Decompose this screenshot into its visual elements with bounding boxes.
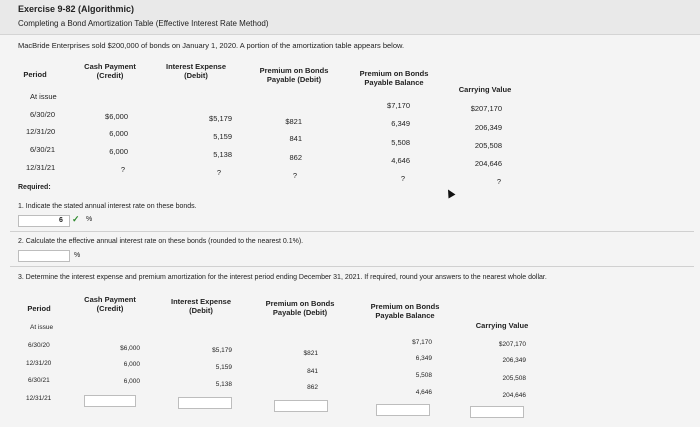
t1-premium-2: 841 xyxy=(289,134,302,143)
t2-carrying-2: 205,508 xyxy=(502,375,526,382)
required-label: Required: xyxy=(18,184,51,191)
t2-premium-3: 862 xyxy=(307,384,318,391)
exercise-subtitle: Completing a Bond Amortization Table (Effective Interest Rate Method) xyxy=(18,19,269,28)
question-1: 1. Indicate the stated annual interest rate on these bonds. xyxy=(18,203,197,210)
cash-payment-input[interactable] xyxy=(84,395,136,407)
t1-premium-4: ? xyxy=(292,171,298,180)
t1-period-3: 6/30/21 xyxy=(30,145,56,154)
t1-carrying-4: ? xyxy=(496,177,502,186)
stated-rate-input[interactable] xyxy=(18,215,70,227)
interest-expense-input[interactable] xyxy=(178,397,232,409)
t2-col-carrying-header: Carrying Value xyxy=(475,321,529,330)
t1-balance-0: $7,170 xyxy=(387,101,410,110)
t2-balance-3: 4,646 xyxy=(415,389,432,396)
effective-rate-input[interactable] xyxy=(18,250,70,262)
t2-carrying-1: 206,349 xyxy=(502,357,526,364)
t1-balance-3: 4,646 xyxy=(391,156,410,165)
t2-balance-2: 5,508 xyxy=(415,372,432,379)
t1-period-1: 6/30/20 xyxy=(30,110,56,119)
col-carrying-header: Carrying Value xyxy=(458,85,512,94)
t2-carrying-3: 204,646 xyxy=(502,392,526,399)
t1-carrying-3: 204,646 xyxy=(474,159,502,168)
t2-interest-1: $5,179 xyxy=(212,347,232,354)
t1-period-0: At issue xyxy=(30,92,57,101)
question-2: 2. Calculate the effective annual interest rate on these bonds (rounded to the nearest 0.1%). xyxy=(18,238,304,245)
t1-carrying-0: $207,170 xyxy=(470,104,502,113)
question-3: 3. Determine the interest expense and premium amortization for the interest period ending December 31, 2021. If required, round your answers to the nearest whole dollar. xyxy=(18,274,547,281)
col-balance-header: Premium on Bonds Payable Balance xyxy=(359,69,429,87)
col-interest-header: Interest Expense (Debit) xyxy=(165,62,227,80)
t2-period-2: 12/31/20 xyxy=(26,360,52,367)
col-cash-header: Cash Payment (Credit) xyxy=(84,62,136,80)
t2-col-balance-header: Premium on Bonds Payable Balance xyxy=(370,302,440,320)
t1-premium-1: $821 xyxy=(285,117,302,126)
t1-interest-3: 5,138 xyxy=(213,150,232,159)
t2-balance-1: 6,349 xyxy=(415,355,432,362)
t1-period-4: 12/31/21 xyxy=(26,163,56,172)
problem-intro: MacBride Enterprises sold $200,000 of bonds on January 1, 2020. A portion of the amortization table appears below. xyxy=(18,41,405,50)
stated-rate-value: 6 xyxy=(59,217,63,224)
col-premium-header: Premium on Bonds Payable (Debit) xyxy=(259,66,329,84)
t1-cash-2: 6,000 xyxy=(109,129,128,138)
t2-balance-0: $7,170 xyxy=(412,339,432,346)
t1-carrying-2: 205,508 xyxy=(474,141,502,150)
exercise-title: Exercise 9-82 (Algorithmic) xyxy=(18,4,135,14)
t1-interest-1: $5,179 xyxy=(209,114,232,123)
t2-cash-1: $6,000 xyxy=(120,345,140,352)
t1-premium-3: 862 xyxy=(289,153,302,162)
t2-premium-1: $821 xyxy=(303,350,318,357)
t1-carrying-1: 206,349 xyxy=(474,123,502,132)
t2-period-1: 6/30/20 xyxy=(28,342,50,349)
t2-carrying-0: $207,170 xyxy=(498,341,526,348)
t1-period-2: 12/31/20 xyxy=(26,127,56,136)
t1-cash-1: $6,000 xyxy=(105,112,128,121)
carrying-value-input[interactable] xyxy=(470,406,524,418)
t2-period-0: At issue xyxy=(30,324,54,331)
t1-interest-4: ? xyxy=(216,168,222,177)
t1-cash-3: 6,000 xyxy=(109,147,128,156)
exercise-header xyxy=(0,0,700,35)
t2-cash-2: 6,000 xyxy=(123,361,140,368)
divider xyxy=(10,231,694,232)
t2-col-premium-header: Premium on Bonds Payable (Debit) xyxy=(265,299,335,317)
premium-amortization-input[interactable] xyxy=(274,400,328,412)
t1-interest-2: 5,159 xyxy=(213,132,232,141)
t1-balance-1: 6,349 xyxy=(391,119,410,128)
t2-col-period-header: Period xyxy=(27,304,51,313)
check-icon: ✓ xyxy=(72,214,80,224)
t2-premium-2: 841 xyxy=(307,368,318,375)
q1-percent-sign: % xyxy=(86,216,93,223)
q2-percent-sign: % xyxy=(74,252,81,259)
t1-cash-4: ? xyxy=(120,165,126,174)
t2-interest-3: 5,138 xyxy=(215,381,232,388)
cursor-icon xyxy=(445,188,456,199)
premium-balance-input[interactable] xyxy=(376,404,430,416)
col-period-header: Period xyxy=(23,70,47,79)
t1-balance-4: ? xyxy=(400,174,406,183)
t2-interest-2: 5,159 xyxy=(215,364,232,371)
t1-balance-2: 5,508 xyxy=(391,138,410,147)
t2-col-cash-header: Cash Payment (Credit) xyxy=(84,295,136,313)
t2-cash-3: 6,000 xyxy=(123,378,140,385)
t2-period-3: 6/30/21 xyxy=(28,377,50,384)
t2-period-4: 12/31/21 xyxy=(26,395,52,402)
t2-col-interest-header: Interest Expense (Debit) xyxy=(170,297,232,315)
divider xyxy=(10,266,694,267)
